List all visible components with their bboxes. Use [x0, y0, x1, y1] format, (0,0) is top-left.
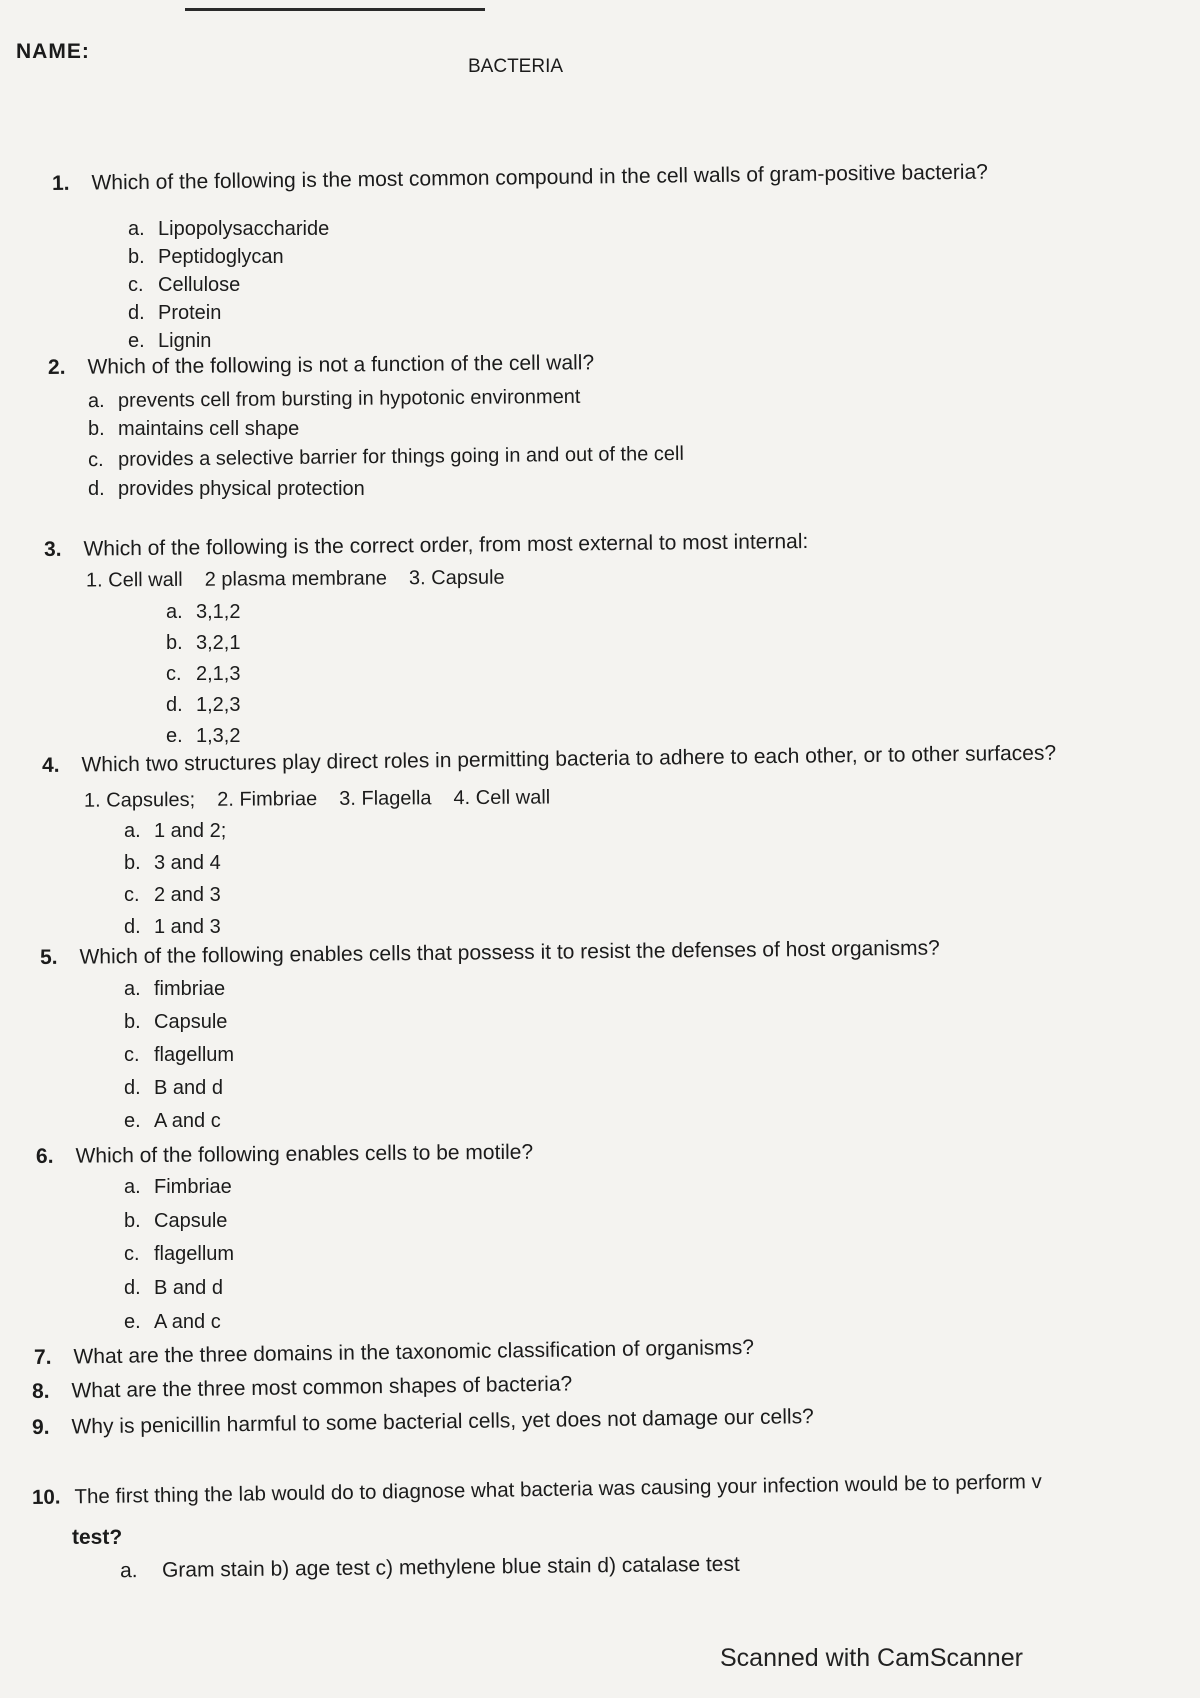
question-text: The first thing the lab would do to diagnose what bacteria was causing your infection would be to perform v: [74, 1470, 1043, 1509]
question-7: [34, 1336, 754, 1370]
option: d. 1,2,3: [166, 694, 241, 716]
option: d. B and d: [124, 1077, 223, 1099]
question-number: 2.: [47, 355, 66, 379]
question-number: 9.: [31, 1415, 50, 1439]
option: a. Fimbriae: [124, 1176, 232, 1198]
option: d. provides physical protection: [88, 478, 365, 500]
question-1: [52, 161, 988, 196]
option: c. 2 and 3: [124, 884, 221, 906]
structure-items: 1. Capsules; 2. Fimbriae 3. Flagella 4. Cell wall: [83, 786, 551, 812]
question-number: 3.: [43, 537, 62, 561]
option: c. Cellulose: [128, 274, 241, 296]
question-3: [44, 530, 809, 562]
question-number: 10.: [31, 1485, 61, 1509]
question-10-continuation: test?: [72, 1526, 123, 1549]
option: a. 3,1,2: [166, 601, 241, 623]
question-10-answer-line: a. Gram stain b) age test c) methylene blue stain d) catalase test: [119, 1552, 740, 1583]
question-6: [36, 1141, 533, 1169]
question-text: Which of the following is the correct order, from most external to most internal:: [83, 529, 809, 561]
option: a. Lipopolysaccharide: [128, 218, 330, 240]
question-number: 4.: [41, 753, 60, 777]
option: e. Lignin: [128, 330, 212, 352]
question-text: Which of the following enables cells to be motile?: [75, 1140, 534, 1168]
option: d. B and d: [124, 1277, 223, 1299]
option: b. Capsule: [124, 1011, 228, 1033]
option: b. 3,2,1: [166, 632, 241, 654]
option: b. maintains cell shape: [88, 418, 300, 440]
option: b. Peptidoglycan: [128, 246, 284, 268]
question-text: Which of the following enables cells that possess it to resist the defenses of host organisms?: [79, 936, 940, 969]
option: c. flagellum: [124, 1044, 235, 1066]
option: b. 3 and 4: [124, 852, 221, 874]
top-rule: [185, 8, 485, 11]
question-number: 5.: [39, 945, 58, 969]
option: e. A and c: [124, 1110, 221, 1132]
name-label: NAME:: [16, 40, 90, 63]
question-number: 7.: [33, 1345, 52, 1369]
question-text: What are the three most common shapes of bacteria?: [71, 1372, 573, 1403]
document-title: BACTERIA: [468, 56, 564, 77]
question-number: 6.: [35, 1144, 54, 1168]
question-text: What are the three domains in the taxonomic classification of organisms?: [73, 1335, 755, 1369]
question-5: [40, 937, 940, 970]
option: c. provides a selective barrier for things going in and out of the cell: [87, 442, 684, 472]
question-9: [32, 1405, 814, 1440]
option: b. Capsule: [124, 1210, 228, 1232]
question-text: Which of the following is not a function of the cell wall?: [87, 351, 595, 379]
option: a. 1 and 2;: [124, 820, 227, 842]
question-text: Which two structures play direct roles in permitting bacteria to adhere to each other, or to other surfaces?: [81, 741, 1057, 777]
ordering-items: 1. Cell wall 2 plasma membrane 3. Capsule: [85, 566, 505, 592]
question-10: [32, 1470, 1042, 1510]
question-number: 1.: [51, 171, 70, 195]
option: e. 1,3,2: [166, 725, 241, 747]
option: e. A and c: [124, 1311, 221, 1333]
option: a. prevents cell from bursting in hypotonic environment: [87, 385, 581, 413]
question-text: Which of the following is the most common compound in the cell walls of gram-positive bacteria?: [91, 160, 989, 195]
option: d. 1 and 3: [124, 916, 221, 938]
option: a. fimbriae: [124, 978, 226, 1000]
option: c. flagellum: [124, 1243, 235, 1265]
question-text: Why is penicillin harmful to some bacterial cells, yet does not damage our cells?: [71, 1405, 814, 1439]
option: c. 2,1,3: [166, 663, 241, 685]
question-8: [32, 1372, 573, 1404]
option: d. Protein: [128, 302, 222, 324]
question-2: [48, 351, 594, 380]
scanner-watermark: Scanned with CamScanner: [720, 1644, 1023, 1672]
question-number: 8.: [31, 1379, 50, 1403]
